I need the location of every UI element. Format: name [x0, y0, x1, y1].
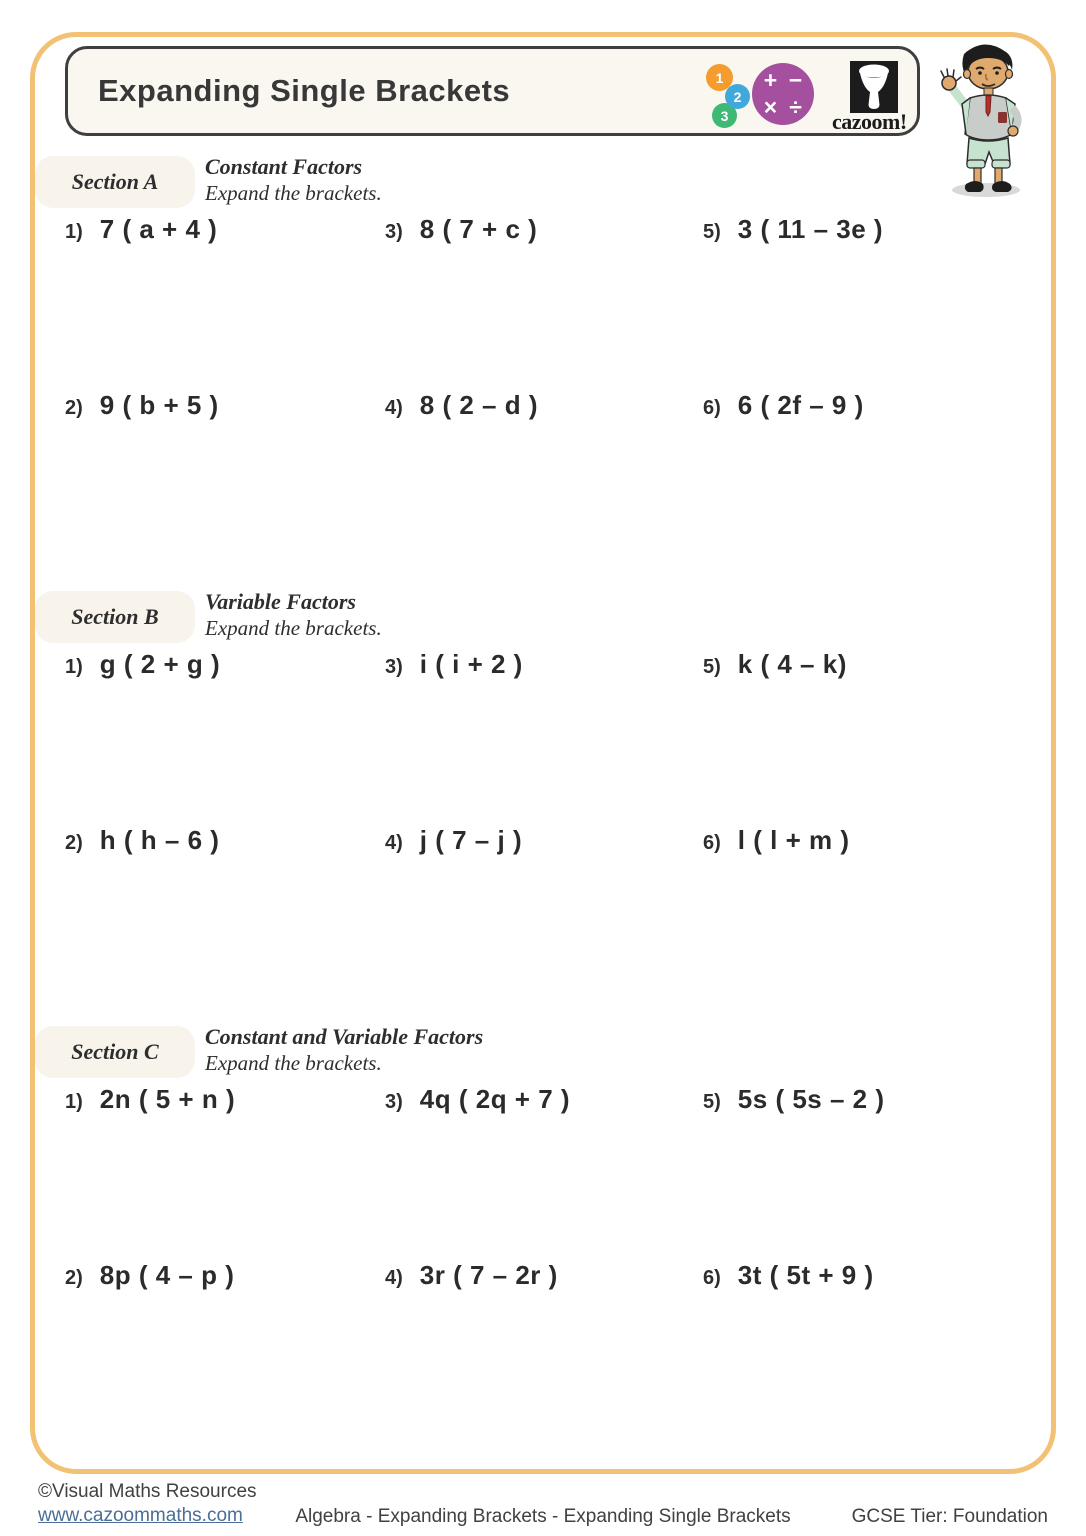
- problem-number: 1): [65, 221, 83, 243]
- cazoom-drum-icon: [850, 61, 898, 113]
- section-c-row-1: [0, 1084, 1086, 1124]
- divide-icon: ÷: [789, 94, 802, 120]
- problem-b5: [703, 649, 847, 680]
- problem-b4: [385, 825, 522, 856]
- minus-icon: −: [788, 67, 803, 93]
- badge-3-label: 3: [720, 107, 729, 124]
- problem-number: 1): [65, 656, 83, 678]
- section-c-instruction: Expand the brackets.: [205, 1051, 382, 1075]
- section-c-row-2: [0, 1260, 1086, 1300]
- problem-expression: 3t ( 5t + 9 ): [737, 1260, 874, 1290]
- problem-number: 2): [65, 832, 83, 854]
- problem-expression: 8p ( 4 – p ): [99, 1260, 235, 1290]
- footer-copyright: ©Visual Maths Resources: [38, 1481, 257, 1502]
- section-a-row-1: [0, 214, 1086, 254]
- problem-c3: [385, 1084, 570, 1115]
- badge-2-label: 2: [733, 88, 742, 105]
- cazoom-logo: [832, 59, 928, 134]
- problem-b6: [703, 825, 849, 856]
- hand: [941, 69, 961, 90]
- section-a-row-2: [0, 390, 1086, 430]
- problem-number: 5): [703, 221, 721, 243]
- problem-a5: [703, 214, 883, 245]
- problem-expression: j ( 7 – j ): [419, 825, 523, 855]
- problem-a3: [385, 214, 537, 245]
- problem-expression: l ( l + m ): [737, 825, 850, 855]
- multiply-icon: ×: [763, 94, 778, 120]
- section-a-instruction: Expand the brackets.: [205, 181, 382, 205]
- problem-b3: [385, 649, 523, 680]
- problem-expression: 8 ( 7 + c ): [419, 214, 538, 244]
- problem-b2: [65, 825, 219, 856]
- problem-expression: i ( i + 2 ): [419, 649, 523, 679]
- problem-b1: [65, 649, 220, 680]
- problem-expression: 9 ( b + 5 ): [99, 390, 219, 420]
- section-a-label: Section A: [35, 156, 195, 208]
- problem-number: 3): [385, 1091, 403, 1113]
- plus-icon: +: [763, 67, 778, 93]
- problem-c6: [703, 1260, 874, 1291]
- footer-tier-label: GCSE Tier: Foundation: [851, 1506, 1048, 1527]
- problem-number: 3): [385, 221, 403, 243]
- problem-expression: g ( 2 + g ): [99, 649, 221, 679]
- problem-c5: [703, 1084, 885, 1115]
- problem-number: 4): [385, 832, 403, 854]
- math-operations-icon: [752, 63, 814, 125]
- problem-expression: 6 ( 2f – 9 ): [737, 390, 864, 420]
- problem-expression: 8 ( 2 – d ): [419, 390, 538, 420]
- problem-c4: [385, 1260, 558, 1291]
- section-c: [0, 1022, 1086, 1342]
- section-a-heading: Constant Factors: [205, 154, 363, 179]
- problem-c2: [65, 1260, 234, 1291]
- section-b-instruction: Expand the brackets.: [205, 616, 382, 640]
- problem-expression: 7 ( a + 4 ): [99, 214, 218, 244]
- problem-expression: h ( h – 6 ): [99, 825, 220, 855]
- section-b-row-1: [0, 649, 1086, 689]
- problem-number: 6): [703, 832, 721, 854]
- problem-c1: [65, 1084, 235, 1115]
- problem-number: 4): [385, 397, 403, 419]
- problem-a1: [65, 214, 217, 245]
- section-c-heading: Constant and Variable Factors: [205, 1024, 484, 1049]
- problem-number: 1): [65, 1091, 83, 1113]
- problem-expression: 3r ( 7 – 2r ): [419, 1260, 558, 1290]
- problem-number: 4): [385, 1267, 403, 1289]
- problem-number: 6): [703, 1267, 721, 1289]
- student-character-illustration: [936, 42, 1032, 200]
- page-title: Expanding Single Brackets: [98, 73, 511, 108]
- problem-expression: 2n ( 5 + n ): [99, 1084, 236, 1114]
- problem-expression: 4q ( 2q + 7 ): [419, 1084, 571, 1114]
- problem-number: 5): [703, 1091, 721, 1113]
- problem-number: 2): [65, 1267, 83, 1289]
- problem-expression: 3 ( 11 – 3e ): [737, 214, 884, 244]
- footer-website-link[interactable]: www.cazoommaths.com: [38, 1505, 243, 1526]
- section-b: [0, 587, 1086, 907]
- problem-a2: [65, 390, 219, 421]
- section-c-label: Section C: [35, 1026, 195, 1078]
- section-a: [0, 152, 1086, 472]
- problem-number: 6): [703, 397, 721, 419]
- section-b-label: Section B: [35, 591, 195, 643]
- cazoom-wordmark: cazoom!: [832, 109, 907, 134]
- problem-expression: k ( 4 – k): [737, 649, 847, 679]
- section-b-row-2: [0, 825, 1086, 865]
- section-b-heading: Variable Factors: [205, 589, 356, 614]
- problem-expression: 5s ( 5s – 2 ): [737, 1084, 885, 1114]
- footer-breadcrumb: Algebra - Expanding Brackets - Expanding Single Brackets: [295, 1506, 791, 1527]
- problem-a4: [385, 390, 538, 421]
- worksheet-header: [65, 46, 920, 136]
- problem-number: 2): [65, 397, 83, 419]
- problem-a6: [703, 390, 864, 421]
- problem-number: 5): [703, 656, 721, 678]
- badge-1-label: 1: [715, 69, 724, 86]
- problem-number: 3): [385, 656, 403, 678]
- number-badge-2-icon: [725, 84, 750, 109]
